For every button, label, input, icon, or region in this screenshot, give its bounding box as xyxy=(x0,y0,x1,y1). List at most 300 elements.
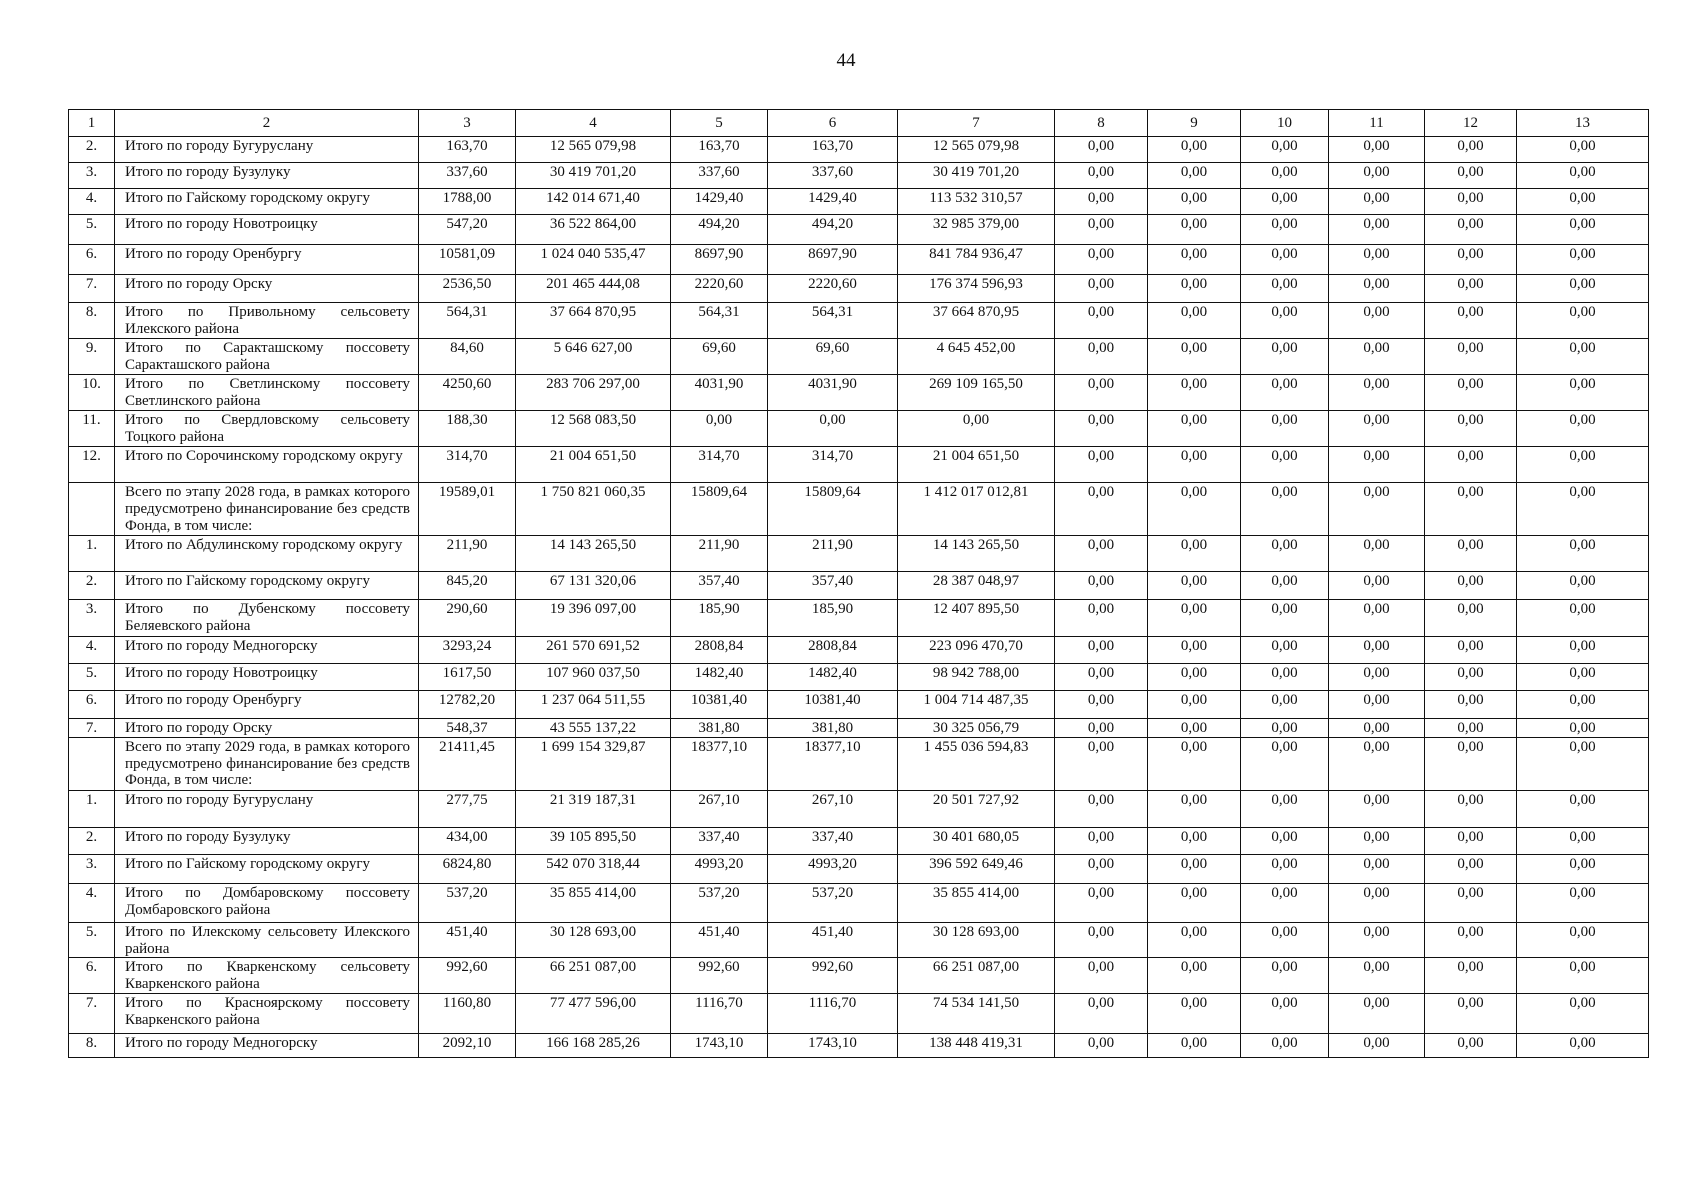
value-cell: 163,70 xyxy=(419,137,516,163)
table-row xyxy=(69,664,1649,691)
table-row xyxy=(69,854,1649,883)
value-cell: 0,00 xyxy=(1241,245,1329,275)
table-row xyxy=(69,637,1649,664)
value-cell: 0,00 xyxy=(1241,958,1329,994)
value-cell: 0,00 xyxy=(1329,691,1425,719)
value-cell: 185,90 xyxy=(768,600,898,637)
value-cell: 0,00 xyxy=(1055,637,1148,664)
value-cell: 290,60 xyxy=(419,600,516,637)
value-cell: 0,00 xyxy=(1517,664,1649,691)
row-name-cell: Итого по городу Бугуруслану xyxy=(115,137,419,163)
value-cell: 18377,10 xyxy=(671,737,768,790)
value-cell: 1116,70 xyxy=(768,994,898,1034)
value-cell: 0,00 xyxy=(1055,958,1148,994)
table-row xyxy=(69,691,1649,719)
table-row xyxy=(69,536,1649,572)
value-cell: 0,00 xyxy=(1241,375,1329,411)
value-cell: 0,00 xyxy=(1241,572,1329,600)
value-cell: 269 109 165,50 xyxy=(898,375,1055,411)
row-number-cell: 4. xyxy=(69,189,115,215)
row-number-cell: 1. xyxy=(69,536,115,572)
value-cell: 0,00 xyxy=(1241,339,1329,375)
value-cell: 12 565 079,98 xyxy=(516,137,671,163)
table-row xyxy=(69,994,1649,1034)
value-cell: 0,00 xyxy=(1517,275,1649,303)
value-cell: 0,00 xyxy=(1329,137,1425,163)
value-cell: 0,00 xyxy=(1148,536,1241,572)
header-cell: 5 xyxy=(671,110,768,137)
value-cell: 0,00 xyxy=(1241,691,1329,719)
value-cell: 0,00 xyxy=(1329,572,1425,600)
value-cell: 0,00 xyxy=(1055,189,1148,215)
value-cell: 0,00 xyxy=(1241,215,1329,245)
value-cell: 69,60 xyxy=(768,339,898,375)
value-cell: 0,00 xyxy=(1241,719,1329,738)
value-cell: 0,00 xyxy=(1055,572,1148,600)
header-cell: 8 xyxy=(1055,110,1148,137)
value-cell: 35 855 414,00 xyxy=(898,883,1055,922)
value-cell: 0,00 xyxy=(1425,664,1517,691)
value-cell: 0,00 xyxy=(1055,411,1148,447)
value-cell: 357,40 xyxy=(671,572,768,600)
header-cell: 13 xyxy=(1517,110,1649,137)
value-cell: 188,30 xyxy=(419,411,516,447)
value-cell: 0,00 xyxy=(1148,303,1241,339)
value-cell: 28 387 048,97 xyxy=(898,572,1055,600)
value-cell: 337,60 xyxy=(419,163,516,189)
header-cell: 1 xyxy=(69,110,115,137)
table-row xyxy=(69,275,1649,303)
value-cell: 0,00 xyxy=(1517,854,1649,883)
value-cell: 0,00 xyxy=(1055,737,1148,790)
table-row xyxy=(69,137,1649,163)
value-cell: 98 942 788,00 xyxy=(898,664,1055,691)
value-cell: 0,00 xyxy=(1425,719,1517,738)
value-cell: 0,00 xyxy=(1425,600,1517,637)
value-cell: 0,00 xyxy=(1425,536,1517,572)
value-cell: 0,00 xyxy=(898,411,1055,447)
value-cell: 0,00 xyxy=(1517,994,1649,1034)
value-cell: 0,00 xyxy=(1148,245,1241,275)
row-number-cell: 6. xyxy=(69,245,115,275)
header-cell: 6 xyxy=(768,110,898,137)
value-cell: 0,00 xyxy=(1329,447,1425,483)
value-cell: 537,20 xyxy=(671,883,768,922)
value-cell: 564,31 xyxy=(671,303,768,339)
value-cell: 314,70 xyxy=(671,447,768,483)
data-table xyxy=(68,109,1649,1058)
value-cell: 20 501 727,92 xyxy=(898,790,1055,827)
value-cell: 0,00 xyxy=(1148,275,1241,303)
value-cell: 0,00 xyxy=(1148,922,1241,958)
page-number: 44 xyxy=(836,50,856,71)
table-row xyxy=(69,1034,1649,1058)
table-row xyxy=(69,790,1649,827)
value-cell: 0,00 xyxy=(1148,854,1241,883)
value-cell: 0,00 xyxy=(1517,536,1649,572)
value-cell: 992,60 xyxy=(768,958,898,994)
value-cell: 0,00 xyxy=(1517,375,1649,411)
row-number-cell: 2. xyxy=(69,572,115,600)
value-cell: 0,00 xyxy=(1055,137,1148,163)
value-cell: 0,00 xyxy=(1241,275,1329,303)
row-number-cell: 4. xyxy=(69,637,115,664)
value-cell: 0,00 xyxy=(1148,447,1241,483)
value-cell: 0,00 xyxy=(1329,189,1425,215)
value-cell: 0,00 xyxy=(1241,163,1329,189)
value-cell: 0,00 xyxy=(1329,719,1425,738)
value-cell: 166 168 285,26 xyxy=(516,1034,671,1058)
value-cell: 0,00 xyxy=(1517,163,1649,189)
value-cell: 0,00 xyxy=(1241,790,1329,827)
value-cell: 337,60 xyxy=(768,163,898,189)
row-name-cell: Итого по Сорочинскому городскому округу xyxy=(115,447,419,483)
value-cell: 0,00 xyxy=(1425,483,1517,536)
row-name-cell: Итого по Гайскому городскому округу xyxy=(115,189,419,215)
value-cell: 163,70 xyxy=(768,137,898,163)
table-body xyxy=(69,110,1649,1058)
value-cell: 0,00 xyxy=(1148,572,1241,600)
row-name-cell: Итого по городу Оренбургу xyxy=(115,691,419,719)
row-number-cell: 10. xyxy=(69,375,115,411)
value-cell: 283 706 297,00 xyxy=(516,375,671,411)
value-cell: 0,00 xyxy=(1055,994,1148,1034)
value-cell: 357,40 xyxy=(768,572,898,600)
row-number-cell: 9. xyxy=(69,339,115,375)
value-cell: 547,20 xyxy=(419,215,516,245)
row-name-cell: Итого по городу Бугуруслану xyxy=(115,790,419,827)
value-cell: 30 401 680,05 xyxy=(898,827,1055,854)
row-name-cell: Итого по Свердловскому сельсовету Тоцкого района xyxy=(115,411,419,447)
value-cell: 1 750 821 060,35 xyxy=(516,483,671,536)
value-cell: 39 105 895,50 xyxy=(516,827,671,854)
value-cell: 0,00 xyxy=(1425,854,1517,883)
row-name-cell: Итого по Привольному сельсовету Илекского района xyxy=(115,303,419,339)
value-cell: 142 014 671,40 xyxy=(516,189,671,215)
value-cell: 0,00 xyxy=(1148,994,1241,1034)
value-cell: 0,00 xyxy=(1425,637,1517,664)
header-cell: 12 xyxy=(1425,110,1517,137)
value-cell: 0,00 xyxy=(1425,827,1517,854)
value-cell: 66 251 087,00 xyxy=(516,958,671,994)
value-cell: 211,90 xyxy=(419,536,516,572)
table-row xyxy=(69,245,1649,275)
value-cell: 0,00 xyxy=(1148,664,1241,691)
value-cell: 21 004 651,50 xyxy=(898,447,1055,483)
row-number-cell xyxy=(69,737,115,790)
value-cell: 494,20 xyxy=(768,215,898,245)
table-row xyxy=(69,339,1649,375)
row-number-cell: 12. xyxy=(69,447,115,483)
value-cell: 1 699 154 329,87 xyxy=(516,737,671,790)
table-row xyxy=(69,375,1649,411)
row-number-cell: 7. xyxy=(69,994,115,1034)
value-cell: 451,40 xyxy=(768,922,898,958)
table-row xyxy=(69,883,1649,922)
value-cell: 0,00 xyxy=(1055,536,1148,572)
value-cell: 77 477 596,00 xyxy=(516,994,671,1034)
row-number-cell: 1. xyxy=(69,790,115,827)
value-cell: 0,00 xyxy=(1055,339,1148,375)
value-cell: 4031,90 xyxy=(768,375,898,411)
value-cell: 0,00 xyxy=(1329,483,1425,536)
value-cell: 0,00 xyxy=(1329,275,1425,303)
value-cell: 0,00 xyxy=(1517,245,1649,275)
value-cell: 113 532 310,57 xyxy=(898,189,1055,215)
value-cell: 0,00 xyxy=(1517,215,1649,245)
value-cell: 992,60 xyxy=(671,958,768,994)
value-cell: 0,00 xyxy=(1329,737,1425,790)
value-cell: 0,00 xyxy=(1425,572,1517,600)
value-cell: 0,00 xyxy=(1517,483,1649,536)
header-cell: 4 xyxy=(516,110,671,137)
value-cell: 0,00 xyxy=(1329,339,1425,375)
row-number-cell: 8. xyxy=(69,1034,115,1058)
row-number-cell: 2. xyxy=(69,137,115,163)
header-cell: 3 xyxy=(419,110,516,137)
value-cell: 0,00 xyxy=(1425,339,1517,375)
value-cell: 4031,90 xyxy=(671,375,768,411)
value-cell: 548,37 xyxy=(419,719,516,738)
row-number-cell: 4. xyxy=(69,883,115,922)
value-cell: 66 251 087,00 xyxy=(898,958,1055,994)
value-cell: 564,31 xyxy=(768,303,898,339)
row-name-cell: Итого по городу Медногорску xyxy=(115,637,419,664)
value-cell: 381,80 xyxy=(768,719,898,738)
value-cell: 12782,20 xyxy=(419,691,516,719)
value-cell: 542 070 318,44 xyxy=(516,854,671,883)
value-cell: 0,00 xyxy=(1148,339,1241,375)
value-cell: 0,00 xyxy=(1148,1034,1241,1058)
value-cell: 1160,80 xyxy=(419,994,516,1034)
value-cell: 30 128 693,00 xyxy=(898,922,1055,958)
header-cell: 7 xyxy=(898,110,1055,137)
value-cell: 84,60 xyxy=(419,339,516,375)
table-row xyxy=(69,958,1649,994)
value-cell: 1617,50 xyxy=(419,664,516,691)
value-cell: 0,00 xyxy=(1425,790,1517,827)
table-row xyxy=(69,737,1649,790)
value-cell: 2220,60 xyxy=(671,275,768,303)
value-cell: 0,00 xyxy=(1425,958,1517,994)
value-cell: 337,60 xyxy=(671,163,768,189)
value-cell: 1482,40 xyxy=(768,664,898,691)
value-cell: 0,00 xyxy=(1517,922,1649,958)
value-cell: 19 396 097,00 xyxy=(516,600,671,637)
value-cell: 0,00 xyxy=(1329,958,1425,994)
value-cell: 5 646 627,00 xyxy=(516,339,671,375)
value-cell: 0,00 xyxy=(1148,790,1241,827)
row-number-cell: 6. xyxy=(69,958,115,994)
row-number-cell xyxy=(69,483,115,536)
value-cell: 0,00 xyxy=(1055,375,1148,411)
value-cell: 267,10 xyxy=(671,790,768,827)
value-cell: 4993,20 xyxy=(671,854,768,883)
value-cell: 0,00 xyxy=(1329,637,1425,664)
value-cell: 0,00 xyxy=(1055,922,1148,958)
value-cell: 841 784 936,47 xyxy=(898,245,1055,275)
value-cell: 0,00 xyxy=(1425,303,1517,339)
value-cell: 1429,40 xyxy=(768,189,898,215)
table-row xyxy=(69,922,1649,958)
value-cell: 0,00 xyxy=(1241,600,1329,637)
value-cell: 0,00 xyxy=(1517,447,1649,483)
value-cell: 0,00 xyxy=(1329,664,1425,691)
row-name-cell: Итого по Гайскому городскому округу xyxy=(115,572,419,600)
value-cell: 211,90 xyxy=(671,536,768,572)
value-cell: 0,00 xyxy=(1148,737,1241,790)
value-cell: 201 465 444,08 xyxy=(516,275,671,303)
value-cell: 37 664 870,95 xyxy=(898,303,1055,339)
row-number-cell: 3. xyxy=(69,163,115,189)
value-cell: 1116,70 xyxy=(671,994,768,1034)
table-row xyxy=(69,411,1649,447)
value-cell: 0,00 xyxy=(1517,827,1649,854)
value-cell: 494,20 xyxy=(671,215,768,245)
table-row xyxy=(69,572,1649,600)
value-cell: 0,00 xyxy=(1517,637,1649,664)
value-cell: 0,00 xyxy=(1055,303,1148,339)
row-number-cell: 7. xyxy=(69,275,115,303)
value-cell: 12 407 895,50 xyxy=(898,600,1055,637)
value-cell: 30 419 701,20 xyxy=(898,163,1055,189)
row-name-cell: Итого по городу Медногорску xyxy=(115,1034,419,1058)
row-number-cell: 5. xyxy=(69,664,115,691)
row-name-cell: Итого по Красноярскому поссовету Кваркенского района xyxy=(115,994,419,1034)
row-name-cell: Итого по Саракташскому поссовету Саракташского района xyxy=(115,339,419,375)
value-cell: 10381,40 xyxy=(671,691,768,719)
value-cell: 1743,10 xyxy=(768,1034,898,1058)
value-cell: 0,00 xyxy=(1055,827,1148,854)
value-cell: 30 128 693,00 xyxy=(516,922,671,958)
value-cell: 0,00 xyxy=(1055,854,1148,883)
row-name-cell: Итого по Илекскому сельсовету Илекского района xyxy=(115,922,419,958)
value-cell: 0,00 xyxy=(1148,483,1241,536)
value-cell: 0,00 xyxy=(1329,922,1425,958)
value-cell: 0,00 xyxy=(1241,411,1329,447)
value-cell: 0,00 xyxy=(1055,719,1148,738)
row-number-cell: 3. xyxy=(69,600,115,637)
table-row xyxy=(69,189,1649,215)
value-cell: 1 455 036 594,83 xyxy=(898,737,1055,790)
value-cell: 211,90 xyxy=(768,536,898,572)
value-cell: 3293,24 xyxy=(419,637,516,664)
value-cell: 0,00 xyxy=(1055,883,1148,922)
value-cell: 537,20 xyxy=(419,883,516,922)
header-cell: 11 xyxy=(1329,110,1425,137)
value-cell: 0,00 xyxy=(1425,137,1517,163)
value-cell: 0,00 xyxy=(1517,958,1649,994)
value-cell: 0,00 xyxy=(1425,245,1517,275)
value-cell: 0,00 xyxy=(1329,215,1425,245)
value-cell: 314,70 xyxy=(768,447,898,483)
value-cell: 138 448 419,31 xyxy=(898,1034,1055,1058)
value-cell: 0,00 xyxy=(1517,137,1649,163)
row-name-cell: Итого по городу Новотроицку xyxy=(115,215,419,245)
table-header-row xyxy=(69,110,1649,137)
value-cell: 32 985 379,00 xyxy=(898,215,1055,245)
value-cell: 0,00 xyxy=(1425,883,1517,922)
value-cell: 0,00 xyxy=(1241,883,1329,922)
value-cell: 0,00 xyxy=(1517,600,1649,637)
row-name-cell: Итого по Домбаровскому поссовету Домбаровского района xyxy=(115,883,419,922)
row-number-cell: 7. xyxy=(69,719,115,738)
value-cell: 36 522 864,00 xyxy=(516,215,671,245)
row-name-cell: Итого по Абдулинскому городскому округу xyxy=(115,536,419,572)
value-cell: 14 143 265,50 xyxy=(898,536,1055,572)
value-cell: 0,00 xyxy=(1148,827,1241,854)
value-cell: 434,00 xyxy=(419,827,516,854)
value-cell: 14 143 265,50 xyxy=(516,536,671,572)
value-cell: 0,00 xyxy=(1425,163,1517,189)
value-cell: 4993,20 xyxy=(768,854,898,883)
value-cell: 21 319 187,31 xyxy=(516,790,671,827)
table-row xyxy=(69,719,1649,738)
value-cell: 0,00 xyxy=(1329,303,1425,339)
value-cell: 0,00 xyxy=(1241,854,1329,883)
value-cell: 74 534 141,50 xyxy=(898,994,1055,1034)
value-cell: 564,31 xyxy=(419,303,516,339)
value-cell: 12 568 083,50 xyxy=(516,411,671,447)
value-cell: 0,00 xyxy=(1517,189,1649,215)
value-cell: 451,40 xyxy=(671,922,768,958)
row-number-cell: 5. xyxy=(69,215,115,245)
value-cell: 0,00 xyxy=(1148,637,1241,664)
value-cell: 0,00 xyxy=(1241,737,1329,790)
value-cell: 10581,09 xyxy=(419,245,516,275)
value-cell: 0,00 xyxy=(1425,691,1517,719)
row-number-cell: 11. xyxy=(69,411,115,447)
value-cell: 67 131 320,06 xyxy=(516,572,671,600)
value-cell: 176 374 596,93 xyxy=(898,275,1055,303)
value-cell: 0,00 xyxy=(1148,411,1241,447)
value-cell: 277,75 xyxy=(419,790,516,827)
value-cell: 21 004 651,50 xyxy=(516,447,671,483)
value-cell: 0,00 xyxy=(1517,790,1649,827)
value-cell: 0,00 xyxy=(1329,245,1425,275)
row-name-cell: Итого по городу Орску xyxy=(115,275,419,303)
value-cell: 451,40 xyxy=(419,922,516,958)
value-cell: 15809,64 xyxy=(768,483,898,536)
value-cell: 0,00 xyxy=(1425,189,1517,215)
value-cell: 0,00 xyxy=(1329,790,1425,827)
value-cell: 4 645 452,00 xyxy=(898,339,1055,375)
value-cell: 0,00 xyxy=(1329,883,1425,922)
value-cell: 0,00 xyxy=(1517,572,1649,600)
value-cell: 0,00 xyxy=(1148,137,1241,163)
value-cell: 0,00 xyxy=(1055,600,1148,637)
table-row xyxy=(69,600,1649,637)
value-cell: 2808,84 xyxy=(671,637,768,664)
value-cell: 0,00 xyxy=(1517,883,1649,922)
header-cell: 10 xyxy=(1241,110,1329,137)
value-cell: 0,00 xyxy=(1055,790,1148,827)
value-cell: 4250,60 xyxy=(419,375,516,411)
value-cell: 0,00 xyxy=(1241,664,1329,691)
value-cell: 0,00 xyxy=(1055,245,1148,275)
value-cell: 0,00 xyxy=(1329,1034,1425,1058)
value-cell: 12 565 079,98 xyxy=(898,137,1055,163)
row-name-cell: Всего по этапу 2029 года, в рамках которого предусмотрено финансирование без средств Фонда, в том числе: xyxy=(115,737,419,790)
row-number-cell: 8. xyxy=(69,303,115,339)
row-name-cell: Итого по городу Бузулуку xyxy=(115,827,419,854)
value-cell: 0,00 xyxy=(1517,339,1649,375)
value-cell: 0,00 xyxy=(1517,719,1649,738)
value-cell: 0,00 xyxy=(1148,189,1241,215)
value-cell: 1 004 714 487,35 xyxy=(898,691,1055,719)
table-row xyxy=(69,447,1649,483)
value-cell: 845,20 xyxy=(419,572,516,600)
